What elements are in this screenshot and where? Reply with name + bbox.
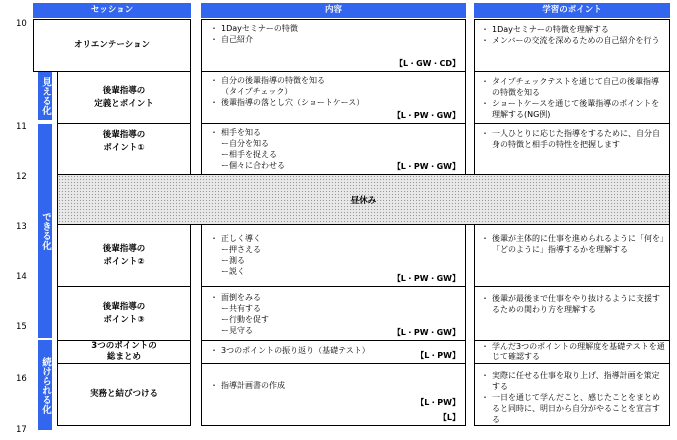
point-item: ・ タイプチェックテストを通じて自己の後輩指導の特徴を知る bbox=[481, 76, 665, 98]
content-item: ー押さえる bbox=[221, 245, 261, 254]
point-item: ・ 実際に任せる仕事を取り上げ、指導計画を策定する bbox=[481, 370, 665, 392]
time-label: 11 bbox=[16, 122, 27, 132]
session-definition: 後輩指導の 定義とポイント bbox=[57, 71, 191, 124]
content-item: ー行動を促す bbox=[221, 315, 269, 324]
time-label: 16 bbox=[16, 374, 27, 384]
time-label: 14 bbox=[16, 272, 27, 282]
lunch-break bbox=[57, 174, 670, 225]
content-item: ー共有する bbox=[221, 304, 261, 313]
point-item: ・ メンバーの交流を深めるための自己紹介を行う bbox=[481, 35, 665, 46]
points-definition bbox=[474, 71, 670, 124]
content-item: ・ 1Dayセミナーの特徴 bbox=[210, 23, 465, 34]
content-practice bbox=[201, 363, 466, 426]
content-item: ー見守る bbox=[221, 326, 253, 335]
time-label: 15 bbox=[16, 322, 27, 332]
content-item: ー説く bbox=[221, 267, 245, 276]
method-tag: 【L・GW・CD】 bbox=[395, 59, 460, 68]
content-orientation bbox=[201, 19, 466, 72]
content-item: ー自分を知る bbox=[221, 139, 269, 148]
method-tag: 【L・PW・GW】 bbox=[392, 328, 460, 337]
content-item: ー測る bbox=[221, 256, 245, 265]
content-item: （タイプチェック） bbox=[221, 87, 293, 96]
points-practice bbox=[474, 363, 670, 426]
content-point-1 bbox=[201, 123, 466, 175]
method-tag-final: 【L】 bbox=[438, 413, 460, 422]
session-practice: 実務と結びつける bbox=[57, 363, 191, 426]
point-item: ・ 学んだ3つのポイントの理解度を基礎テストを通じて確認する bbox=[481, 342, 665, 362]
phase-sustain: 続けられる化 bbox=[38, 340, 52, 430]
method-tag: 【L・PW】 bbox=[416, 351, 460, 360]
phase-capable: できる化 bbox=[38, 124, 52, 338]
session-point-3: 後輩指導の ポイント③ bbox=[57, 286, 191, 341]
points-orientation bbox=[474, 19, 670, 72]
time-label: 10 bbox=[16, 19, 27, 29]
content-definition bbox=[201, 71, 466, 124]
content-item: ・ 面倒をみる bbox=[210, 292, 465, 303]
point-item: ・ 後輩が最後まで仕事をやり抜けるように支援するための関わり方を理解する bbox=[481, 293, 665, 315]
time-label: 17 bbox=[16, 425, 27, 435]
time-label: 13 bbox=[16, 222, 27, 232]
points-point-3 bbox=[474, 286, 670, 341]
content-item: ー個々に合わせる bbox=[221, 161, 285, 170]
content-item: ・ 後輩指導の落とし穴（ショートケース） bbox=[210, 97, 465, 108]
content-item: ・ 正しく導く bbox=[210, 233, 465, 244]
method-tag: 【L・PW】 bbox=[416, 398, 460, 407]
points-point-2 bbox=[474, 224, 670, 287]
content-item: ・ 自己紹介 bbox=[210, 34, 465, 45]
content-item: ・ 3つのポイントの振り返り（基礎テスト） bbox=[210, 345, 465, 356]
content-header: 内容 bbox=[201, 3, 466, 18]
session-point-2: 後輩指導の ポイント② bbox=[57, 224, 191, 287]
method-tag: 【L・PW・GW】 bbox=[392, 111, 460, 120]
points-summary bbox=[474, 340, 670, 364]
method-tag: 【L・PW・GW】 bbox=[392, 274, 460, 283]
point-item: ・ 一日を通じて学んだこと、感じたことをまとめると同時に、明日から自分がやることを宣言する bbox=[481, 392, 665, 425]
session-summary: 3つのポイントの 総まとめ bbox=[57, 340, 191, 364]
content-item: ー相手を捉える bbox=[221, 150, 277, 159]
session-point-1: 後輩指導の ポイント① bbox=[57, 123, 191, 175]
content-summary bbox=[201, 340, 466, 364]
session-header: セッション bbox=[33, 3, 191, 18]
content-item: ・ 自分の後輩指導の特徴を知る bbox=[210, 75, 465, 86]
content-item: ・ 指導計画書の作成 bbox=[210, 380, 465, 391]
point-item: ・ 後輩が主体的に仕事を進められるように「何を」「どのように」指導するかを理解する bbox=[481, 233, 665, 255]
session-orientation: オリエンテーション bbox=[33, 19, 191, 72]
phase-visualize: 見える化 bbox=[38, 71, 52, 120]
content-point-3 bbox=[201, 286, 466, 341]
point-item: ・ 1Dayセミナーの特徴を理解する bbox=[481, 24, 665, 35]
point-item: ・ 一人ひとりに応じた指導をするために、自分自身の特徴と相手の特性を把握します bbox=[481, 128, 665, 150]
time-label: 12 bbox=[16, 172, 27, 182]
content-point-2 bbox=[201, 224, 466, 287]
lunch-break-label: 昼休み bbox=[350, 195, 377, 206]
points-point-1 bbox=[474, 123, 670, 175]
points-header: 学習のポイント bbox=[474, 3, 670, 18]
point-item: ・ ショートケースを通じて後輩指導のポイントを理解する(NG例) bbox=[481, 98, 665, 120]
method-tag: 【L・PW・GW】 bbox=[392, 162, 460, 171]
content-item: ・ 相手を知る bbox=[210, 127, 465, 138]
